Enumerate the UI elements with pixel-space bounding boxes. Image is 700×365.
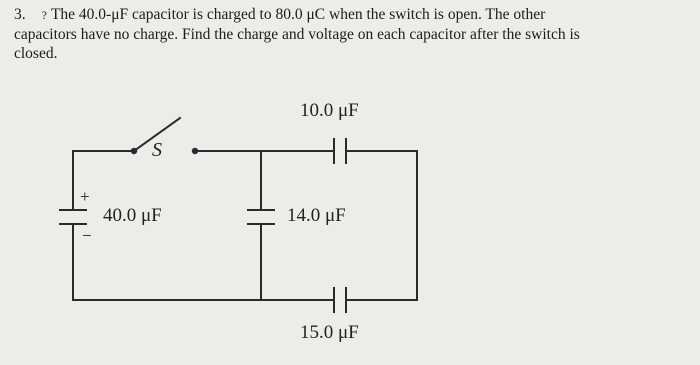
minus-sign: − [82,226,92,245]
problem-line-2: capacitors have no charge. Find the charge and voltage on each capacitor after the switch is [14,26,580,43]
switch-label: S [152,139,162,161]
cap-15-label: 15.0 μF [300,322,359,343]
wire-bottom-left [73,224,261,300]
problem-number: 3. [14,6,26,23]
margin-marker: ? [41,8,47,22]
problem-line-3: closed. [14,45,58,62]
cap-14-label: 14.0 μF [287,205,346,226]
cap-10-label: 10.0 μF [300,100,359,121]
wire-top-right-b [346,151,417,300]
cap-40-label: 40.0 μF [103,205,162,226]
problem-text-1: The 40.0-μF capacitor is charged to 80.0 μC when the switch is open. The other [50,6,546,23]
switch-contact [192,148,198,154]
plus-sign: + [80,187,90,206]
switch-pivot [131,148,137,154]
